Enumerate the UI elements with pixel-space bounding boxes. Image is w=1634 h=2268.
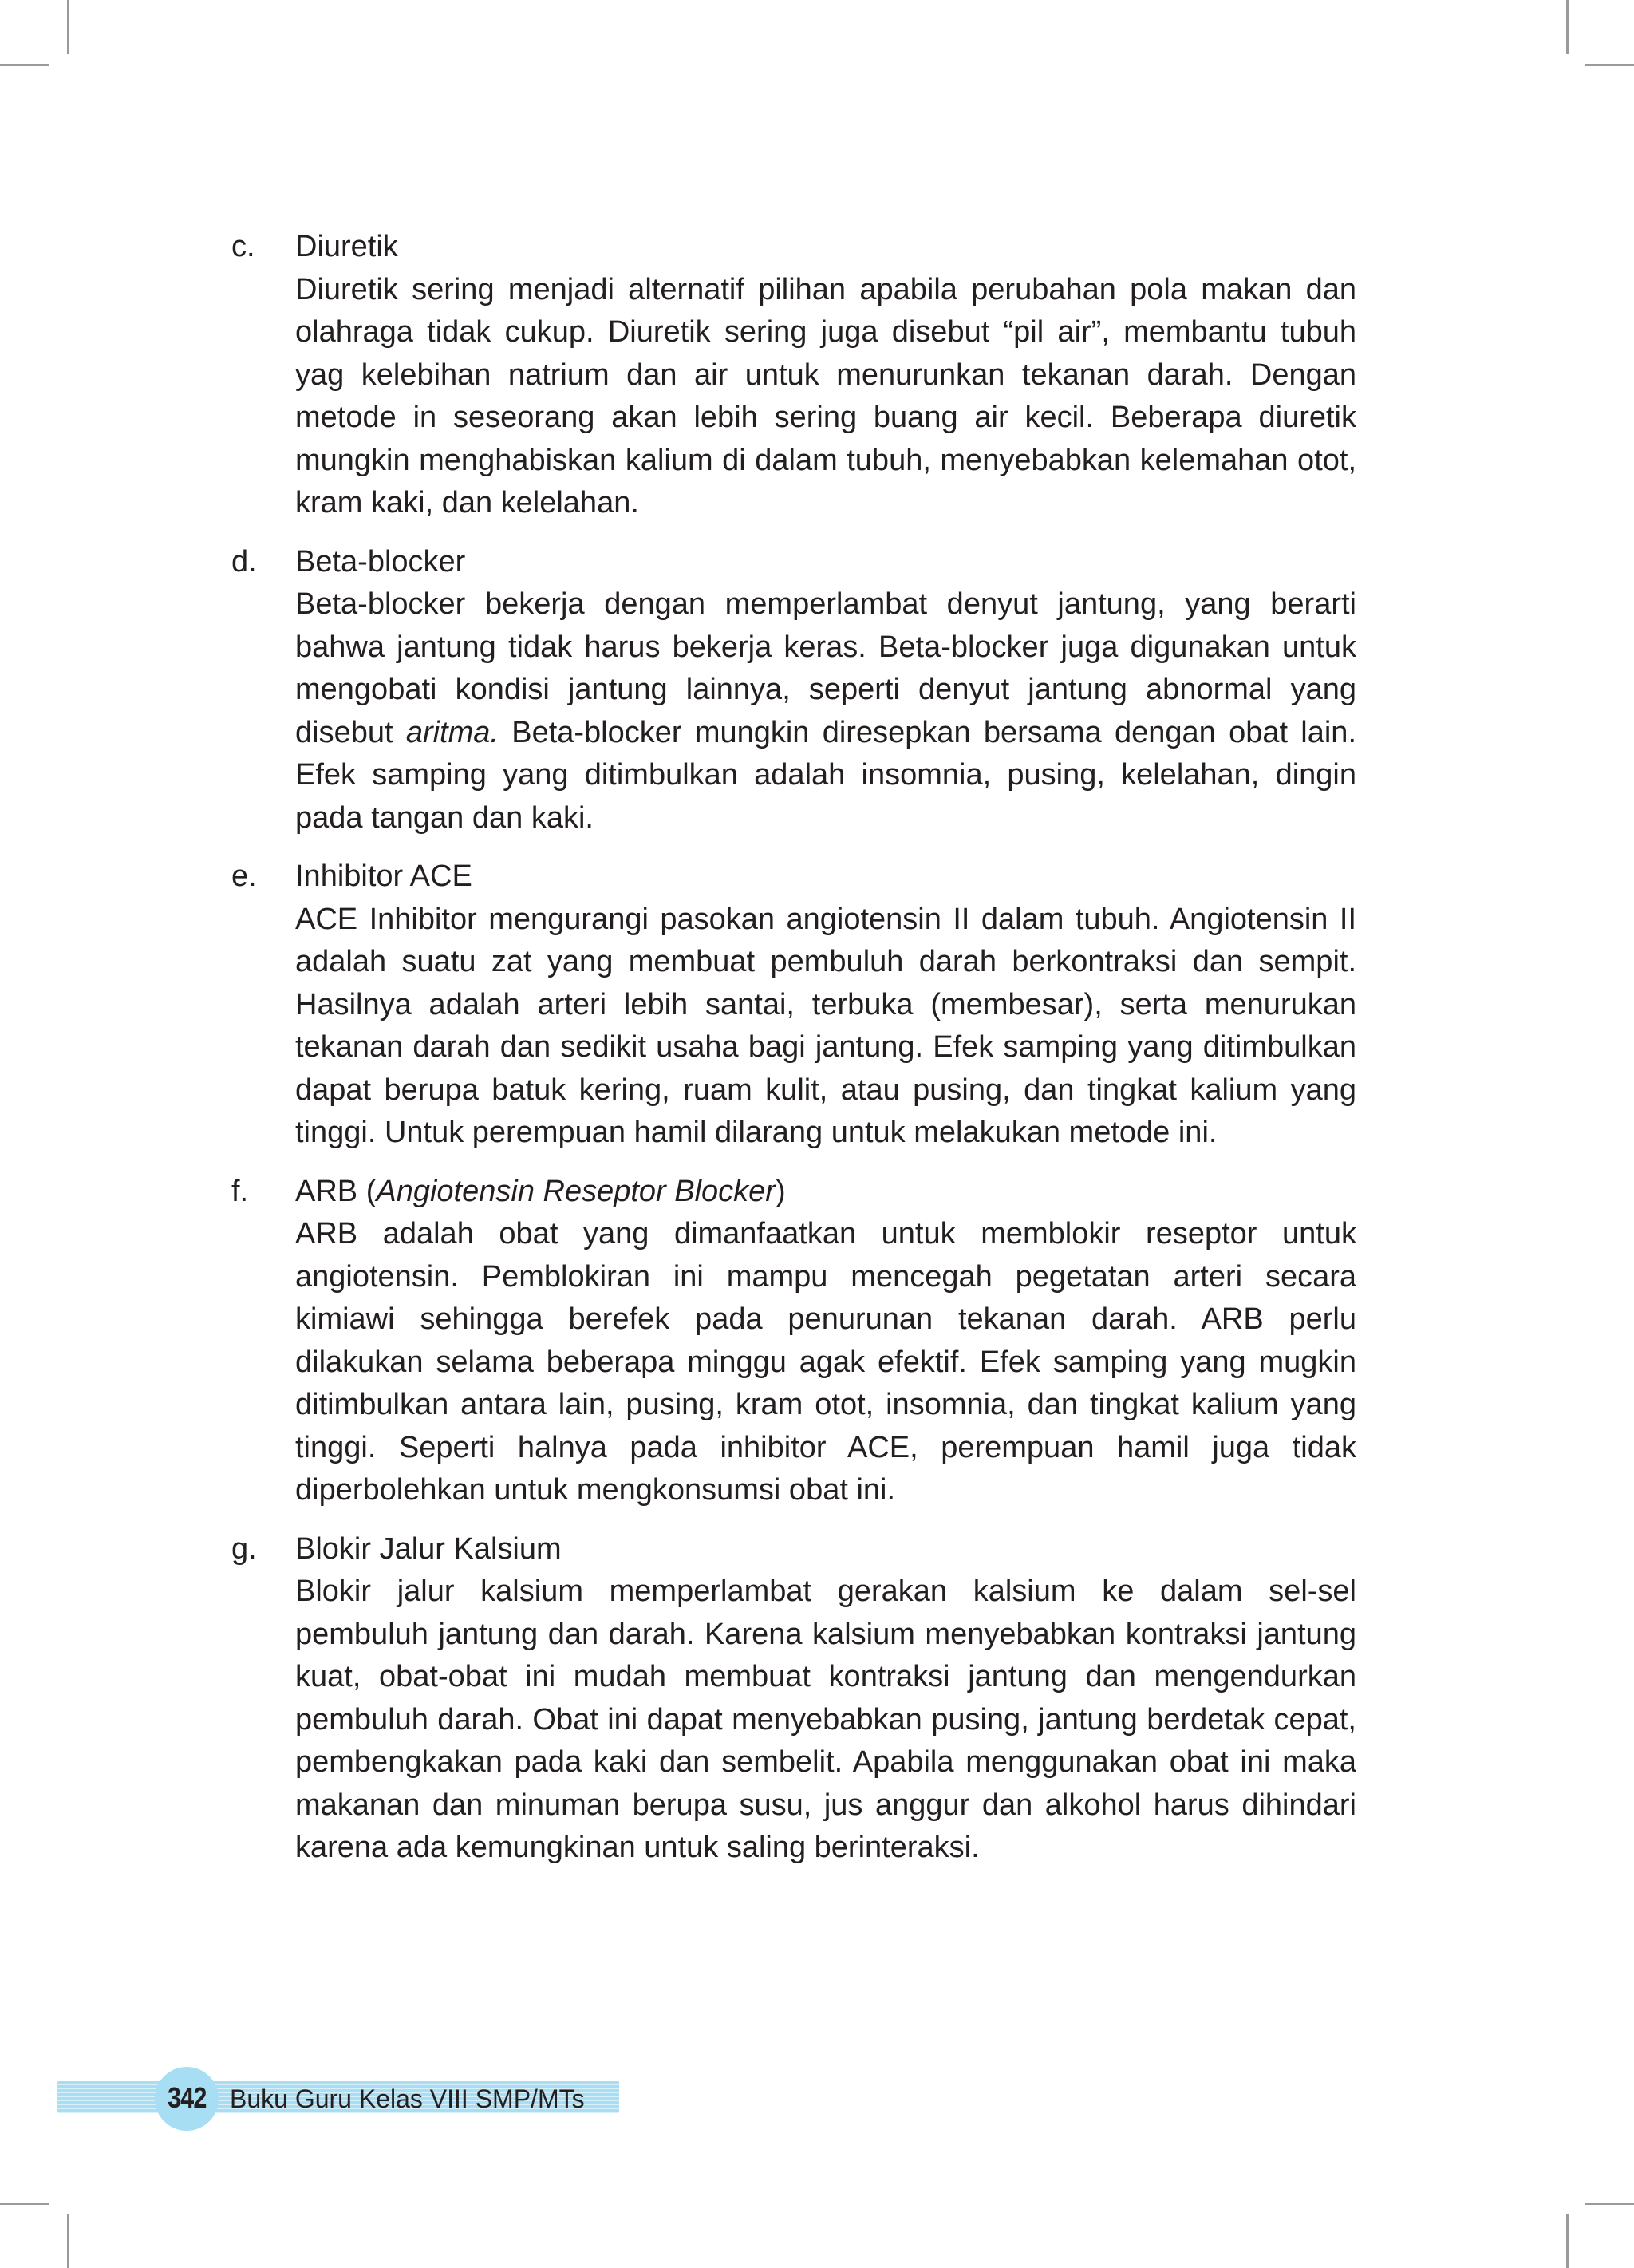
list-item-title: Diuretik [295,230,398,263]
list-item-body: Blokir jalur kalsium memperlambat gerakan kalsium ke dalam sel-sel pembuluh jantung dan darah. Karena kalsium menyebabkan kontraksi jantung kuat, obat-obat ini mudah membuat kontraksi jantung dan mengendurkan pembuluh darah. Obat ini dapat menyebabkan pusing, jantung berdetak cepat, pembengkakan pada kaki dan sembelit. Apabila menggunakan obat ini maka makanan dan minuman berupa susu, jus anggur dan alkohol harus dihindari karena ada kemungkinan untuk saling berinteraksi. [295,1575,1356,1864]
page-footer [57,2067,632,2131]
list-item-arb [231,1171,1356,1512]
list-item-beta-blocker [231,541,1356,840]
page-number: 342 [168,2081,207,2114]
list-item-letter: f. [231,1174,249,1208]
crop-mark-top-left-horizontal [0,64,49,66]
list-item-title: Beta-blocker [295,544,466,579]
list-item-body: ARB adalah obat yang dimanfaatkan untuk memblokir reseptor untuk angiotensin. Pemblokiran ini mampu mencegah pegetatan arteri secara kimiawi sehingga berefek pada penurunan tekanan darah. ARB perlu dilakukan selama beberapa minggu agak efektif. Efek samping yang mugkin ditimbulkan antara lain, pusing, kram otot, insomnia, dan tingkat kalium yang tinggi. Seperti halnya pada inhibitor ACE, perempuan hamil juga tidak diperbolehkan untuk mengkonsumsi obat ini. [295,1217,1356,1507]
book-title: Buku Guru Kelas VIII SMP/MTs [230,2084,585,2113]
crop-mark-bottom-left-vertical [67,2214,69,2268]
list-item-title: Blokir Jalur Kalsium [295,1531,562,1566]
crop-mark-bottom-right-horizontal [1585,2203,1634,2205]
list-item-inhibitor-ace [231,855,1356,1155]
list-item-letter: d. [231,544,257,579]
list-item-letter: g. [231,1531,257,1566]
list-item-diuretik [231,226,1356,525]
crop-mark-top-left-vertical [67,0,69,54]
crop-mark-top-right-vertical [1566,0,1569,54]
list-item-title: ARB (Angiotensin Reseptor Blocker) [295,1174,786,1208]
crop-mark-top-right-horizontal [1585,64,1634,66]
list-item-blokir-jalur-kalsium [231,1528,1356,1870]
list-item-letter: e. [231,859,257,893]
page-content [231,226,1356,1886]
list-item-title: Inhibitor ACE [295,859,472,893]
list-item-body: Diuretik sering menjadi alternatif pilihan apabila perubahan pola makan dan olahraga tidak cukup. Diuretik sering juga disebut “pil air”, membantu tubuh yag kelebihan natrium dan air untuk menurunkan tekanan darah. Dengan metode in seseorang akan lebih sering buang air kecil. Beberapa diuretik mungkin menghabiskan kalium di dalam tubuh, menyebabkan kelemahan otot, kram kaki, dan kelelahan. [295,272,1356,520]
list-item-letter: c. [231,230,255,263]
list-item-body: ACE Inhibitor mengurangi pasokan angiotensin II dalam tubuh. Angiotensin II adalah suatu zat yang membuat pembuluh darah berkontraksi dan sempit. Hasilnya adalah arteri lebih santai, terbuka (membesar), serta menurukan tekanan darah dan sedikit usaha bagi jantung. Efek samping yang ditimbulkan dapat berupa batuk kering, ruam kulit, atau pusing, dan tingkat kalium yang tinggi. Untuk perempuan hamil dilarang untuk melakukan metode ini. [295,902,1356,1149]
crop-mark-bottom-right-vertical [1566,2214,1569,2268]
crop-mark-bottom-left-horizontal [0,2203,49,2205]
list-item-body: Beta-blocker bekerja dengan memperlambat denyut jantung, yang berarti bahwa jantung tidak harus bekerja keras. Beta-blocker juga digunakan untuk mengobati kondisi jantung lainnya, seperti denyut jantung abnormal yang disebut aritma. Beta-blocker mungkin diresepkan bersama dengan obat lain. Efek samping yang ditimbulkan adalah insomnia, pusing, kelelahan, dingin pada tangan dan kaki. [295,587,1357,835]
